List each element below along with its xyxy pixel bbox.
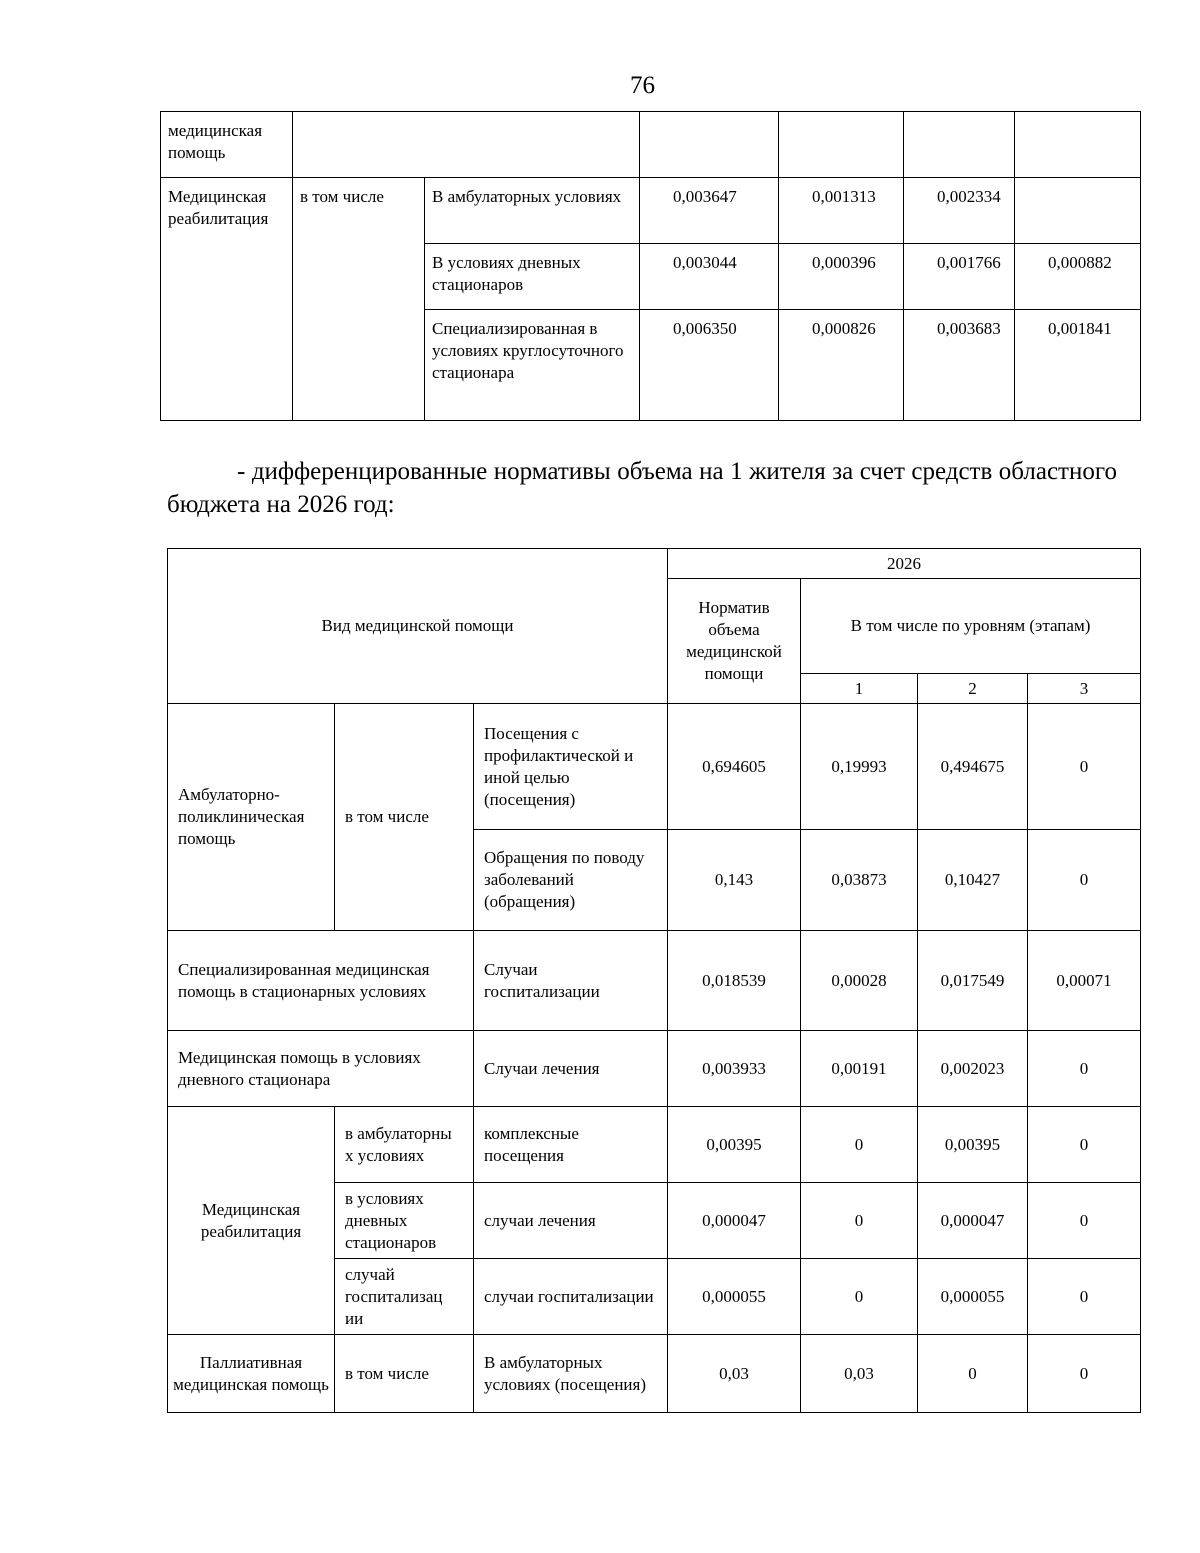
value-cell: 0,001313 [779, 178, 904, 244]
unit-label: В амбулаторных условиях (посещения) [474, 1335, 668, 1413]
unit-label: случаи лечения [474, 1183, 668, 1259]
header-kind: Вид медицинской помощи [168, 549, 668, 704]
level-1-cell: 0,19993 [801, 704, 918, 830]
level-3-cell: 0 [1028, 830, 1141, 931]
norm-cell: 0,00395 [668, 1107, 801, 1183]
header-row [168, 549, 1141, 579]
value-cell: 0,002334 [904, 178, 1015, 244]
group-label: Медицинская реабилитация [168, 1107, 335, 1335]
level-3-cell: 0,00071 [1028, 931, 1141, 1031]
sub-label: в том числе [335, 1335, 474, 1413]
norm-cell: 0,000055 [668, 1259, 801, 1335]
row-label: Специализированная в условиях круглосуточного стационара [425, 310, 640, 421]
row-label: В амбулаторных условиях [425, 178, 640, 244]
value-cell [1015, 178, 1141, 244]
value-cell: 0,000826 [779, 310, 904, 421]
sub-label: в том числе [335, 704, 474, 931]
group-label: Амбулаторно-поликлиническая помощь [168, 704, 335, 931]
level-2-cell: 0,000047 [918, 1183, 1028, 1259]
level-1-cell: 0,00028 [801, 931, 918, 1031]
table-continuation [160, 111, 1141, 421]
group-label: Медицинская реабилитация [161, 178, 293, 421]
table-row [168, 1031, 1141, 1107]
table-row [161, 178, 1141, 244]
unit-label: Посещения с профилактической и иной целью (посещения) [474, 704, 668, 830]
level-1-cell: 0 [801, 1259, 918, 1335]
value-cell: 0,006350 [640, 310, 779, 421]
header-level-3: 3 [1028, 674, 1141, 704]
group-label: Паллиативная медицинская помощь [168, 1335, 335, 1413]
norm-cell: 0,003933 [668, 1031, 801, 1107]
value-cell: 0,003647 [640, 178, 779, 244]
level-3-cell: 0 [1028, 1031, 1141, 1107]
unit-label: случаи госпитализации [474, 1259, 668, 1335]
value-cell: 0,000882 [1015, 244, 1141, 310]
sub-label: в амбулаторны х условиях [335, 1107, 474, 1183]
norm-cell: 0,143 [668, 830, 801, 931]
paragraph: - дифференцированные нормативы объема на 1 жителя за счет средств областного бюджета на 2026 год: [167, 458, 1117, 518]
level-1-cell: 0,03873 [801, 830, 918, 931]
table-row [168, 704, 1141, 830]
unit-label: Случаи госпитализации [474, 931, 668, 1031]
level-3-cell: 0 [1028, 1335, 1141, 1413]
norm-cell: 0,000047 [668, 1183, 801, 1259]
level-2-cell: 0,00395 [918, 1107, 1028, 1183]
group-label: Медицинская помощь в условиях дневного стационара [168, 1031, 474, 1107]
level-2-cell: 0,017549 [918, 931, 1028, 1031]
value-cell: 0,003044 [640, 244, 779, 310]
header-year: 2026 [668, 549, 1141, 579]
sub-label: в условиях дневных стационаров [335, 1183, 474, 1259]
unit-label: Случаи лечения [474, 1031, 668, 1107]
unit-label: комплексные посещения [474, 1107, 668, 1183]
sub-label: случай госпитализац ии [335, 1259, 474, 1335]
group-label: Специализированная медицинская помощь в стационарных условиях [168, 931, 474, 1031]
sub-label: в том числе [293, 178, 425, 421]
level-2-cell: 0 [918, 1335, 1028, 1413]
level-2-cell: 0,000055 [918, 1259, 1028, 1335]
norm-cell: 0,03 [668, 1335, 801, 1413]
level-1-cell: 0 [801, 1107, 918, 1183]
level-2-cell: 0,002023 [918, 1031, 1028, 1107]
header-norm: Норматив объема медицинской помощи [668, 579, 801, 704]
table-row [168, 931, 1141, 1031]
level-2-cell: 0,10427 [918, 830, 1028, 931]
volume-norms-table [167, 548, 1141, 1413]
value-cell: 0,003683 [904, 310, 1015, 421]
table-row [168, 1335, 1141, 1413]
level-1-cell: 0 [801, 1183, 918, 1259]
level-3-cell: 0 [1028, 704, 1141, 830]
header-levels: В том числе по уровням (этапам) [801, 579, 1141, 674]
table-row [168, 1107, 1141, 1183]
level-3-cell: 0 [1028, 1107, 1141, 1183]
row-label: медицинская помощь [161, 112, 293, 178]
value-cell: 0,000396 [779, 244, 904, 310]
page-number: 76 [630, 72, 655, 99]
header-level-1: 1 [801, 674, 918, 704]
level-1-cell: 0,00191 [801, 1031, 918, 1107]
table-row [161, 112, 1141, 178]
level-3-cell: 0 [1028, 1183, 1141, 1259]
value-cell: 0,001841 [1015, 310, 1141, 421]
row-label: В условиях дневных стационаров [425, 244, 640, 310]
header-level-2: 2 [918, 674, 1028, 704]
level-1-cell: 0,03 [801, 1335, 918, 1413]
value-cell: 0,001766 [904, 244, 1015, 310]
norm-cell: 0,018539 [668, 931, 801, 1031]
unit-label: Обращения по поводу заболеваний (обращения) [474, 830, 668, 931]
norm-cell: 0,694605 [668, 704, 801, 830]
level-2-cell: 0,494675 [918, 704, 1028, 830]
level-3-cell: 0 [1028, 1259, 1141, 1335]
